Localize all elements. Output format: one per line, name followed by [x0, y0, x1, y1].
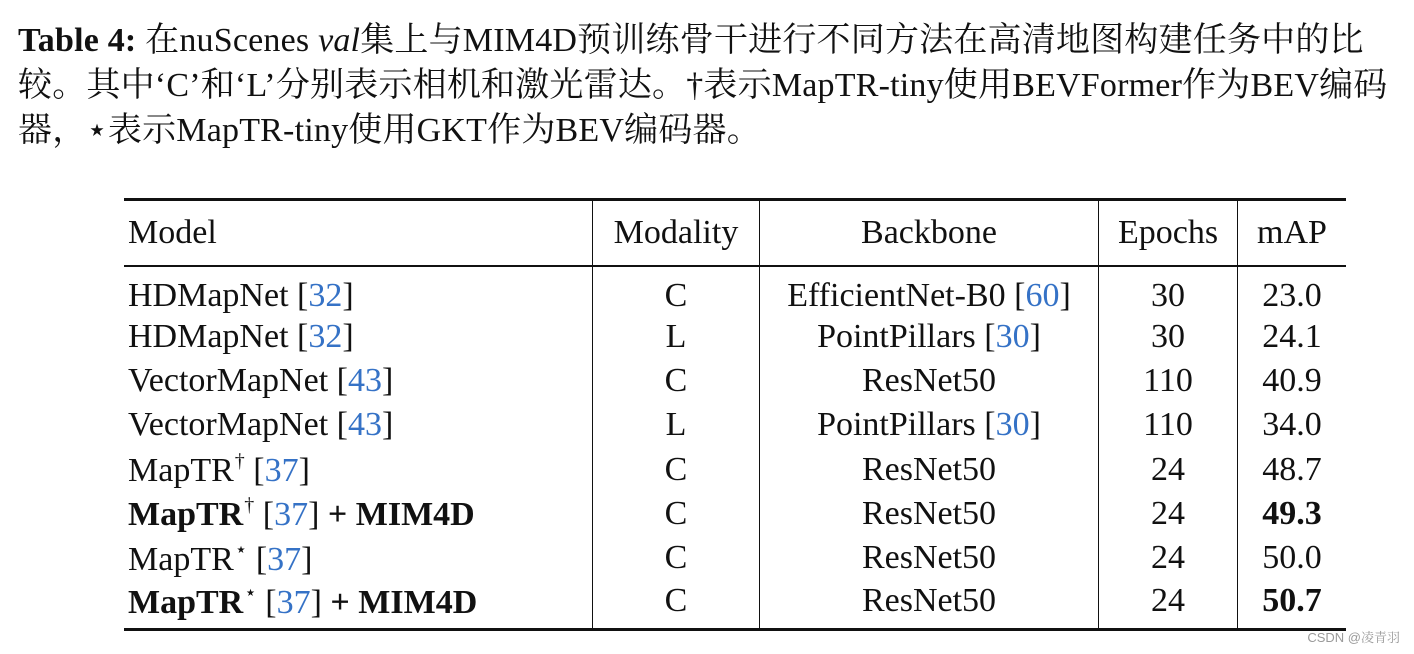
model-name: HDMapNet — [128, 317, 289, 355]
cell-backbone — [760, 359, 1099, 403]
model-suffix: + MIM4D — [327, 495, 475, 533]
model-name: VectorMapNet — [128, 406, 329, 444]
cell-model: HDMapNet [32] — [128, 317, 354, 355]
citation-link[interactable]: 32 — [308, 317, 343, 355]
cell-model: MapTR† [37] — [128, 449, 310, 489]
citation-link[interactable]: 37 — [264, 451, 299, 489]
model-name: VectorMapNet — [128, 361, 329, 399]
cell-map: 23.0 — [1238, 266, 1347, 315]
model-name: HDMapNet — [128, 276, 289, 314]
backbone-name: ResNet50 — [861, 539, 997, 577]
cell-epochs: 30 — [1099, 266, 1238, 315]
caption-label: Table 4: — [18, 22, 137, 59]
model-marker: † — [244, 493, 255, 516]
backbone-name: PointPillars — [817, 317, 976, 355]
cell-modality: C — [593, 580, 760, 630]
results-table — [124, 198, 1327, 631]
cell-map: 34.0 — [1238, 403, 1347, 447]
citation-link[interactable]: 30 — [995, 317, 1030, 355]
caption-text-1: 在nuScenes — [145, 22, 319, 59]
cell-modality: C — [593, 492, 760, 536]
citation-link[interactable]: 32 — [308, 276, 343, 314]
cell-map: 40.9 — [1238, 359, 1347, 403]
citation-link[interactable]: 37 — [276, 584, 311, 622]
citation-link[interactable]: 37 — [267, 541, 302, 579]
cell-model: HDMapNet [32] — [128, 276, 354, 314]
backbone-name: ResNet50 — [861, 582, 997, 620]
table-row — [124, 447, 1346, 491]
model-marker: ⋆ — [244, 582, 257, 605]
backbone-name: ResNet50 — [861, 450, 997, 488]
table-row — [124, 492, 1346, 536]
cell-epochs: 24 — [1099, 492, 1238, 536]
cell-map: 48.7 — [1238, 447, 1347, 491]
cell-map: 50.7 — [1238, 580, 1347, 630]
cell-model: MapTR⋆ [37] + MIM4D — [128, 582, 478, 622]
table-row — [124, 580, 1346, 630]
cell-epochs: 110 — [1099, 359, 1238, 403]
cell-backbone — [760, 492, 1099, 536]
cell-model: MapTR† [37] + MIM4D — [128, 493, 475, 533]
cell-epochs: 24 — [1099, 536, 1238, 580]
header-epochs: Epochs — [1099, 200, 1238, 266]
cell-epochs: 24 — [1099, 580, 1238, 630]
table-caption — [18, 18, 1402, 153]
cell-model: MapTR⋆ [37] — [128, 539, 313, 579]
table-row — [124, 536, 1346, 580]
cell-modality: L — [593, 315, 760, 359]
cell-modality: C — [593, 447, 760, 491]
backbone-name: ResNet50 — [861, 361, 997, 399]
backbone-name: EfficientNet-B0 — [787, 276, 1006, 314]
citation-link[interactable]: 30 — [995, 406, 1030, 444]
header-model: Model — [128, 213, 217, 251]
table-row — [124, 359, 1346, 403]
header-backbone: Backbone — [760, 200, 1099, 266]
cell-modality: C — [593, 359, 760, 403]
model-marker: ⋆ — [234, 539, 248, 562]
cell-map: 49.3 — [1238, 492, 1347, 536]
citation-link[interactable]: 37 — [274, 495, 309, 533]
cell-epochs: 30 — [1099, 315, 1238, 359]
backbone-name: ResNet50 — [861, 494, 997, 532]
cell-backbone: PointPillars [30] — [760, 315, 1099, 359]
cell-backbone — [760, 447, 1099, 491]
cell-modality: L — [593, 403, 760, 447]
cell-model: VectorMapNet [43] — [128, 406, 394, 444]
header-map: mAP — [1238, 200, 1347, 266]
cell-backbone: PointPillars [30] — [760, 403, 1099, 447]
header-modality: Modality — [593, 200, 760, 266]
cell-backbone: EfficientNet-B0 [60] — [760, 266, 1099, 315]
cell-map: 50.0 — [1238, 536, 1347, 580]
caption-text-2: 集上与MIM4D预训练骨干进行不同方法在高清地图构建任务中的比较。其中‘C’和‘L’分别表示相机和激光雷达。†表示MapTR-tiny使用BEVFormer作为BEV编码器，⋆表示MapTR-tiny使用GKT作为BEV编码器。 — [18, 22, 1388, 149]
backbone-name: PointPillars — [817, 406, 976, 444]
citation-link[interactable]: 43 — [347, 361, 382, 399]
caption-italic: val — [318, 22, 361, 59]
model-name: MapTR — [128, 541, 234, 579]
cell-epochs: 110 — [1099, 403, 1238, 447]
cell-map: 24.1 — [1238, 315, 1347, 359]
citation-link[interactable]: 43 — [347, 406, 382, 444]
model-suffix: + MIM4D — [330, 584, 478, 622]
table-row — [124, 266, 1346, 315]
table-row — [124, 315, 1346, 359]
cell-backbone — [760, 580, 1099, 630]
model-name: MapTR — [128, 584, 244, 622]
cell-model: VectorMapNet [43] — [128, 361, 394, 399]
model-name: MapTR — [128, 495, 244, 533]
model-name: MapTR — [128, 451, 234, 489]
citation-link[interactable]: 60 — [1025, 276, 1060, 314]
cell-backbone — [760, 536, 1099, 580]
cell-epochs: 24 — [1099, 447, 1238, 491]
watermark: CSDN @凌青羽 — [1307, 630, 1400, 645]
table-header-row — [124, 200, 1346, 266]
cell-modality: C — [593, 536, 760, 580]
table-row — [124, 403, 1346, 447]
model-marker: † — [234, 449, 245, 472]
cell-modality: C — [593, 266, 760, 315]
